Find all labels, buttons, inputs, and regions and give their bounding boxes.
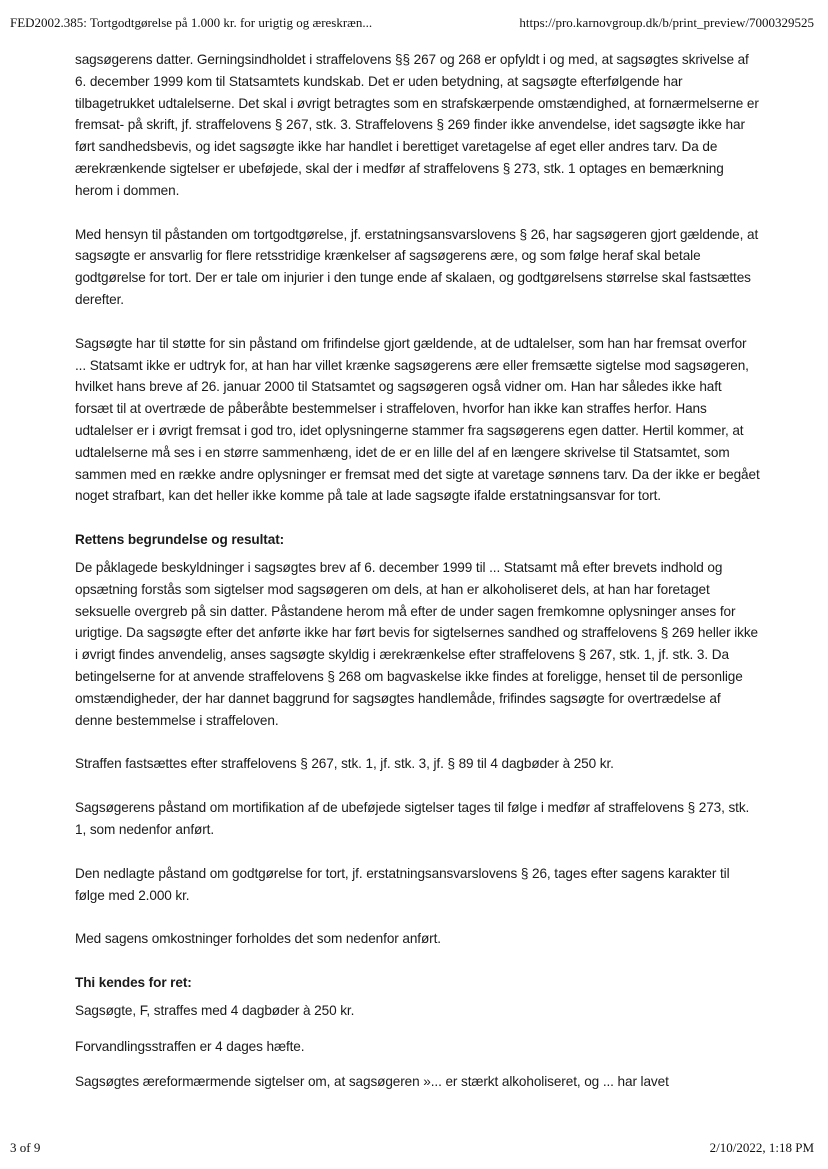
page-indicator: 3 of 9 <box>10 1140 41 1155</box>
document-title: FED2002.385: Tortgodtgørelse på 1.000 kr. for urigtig og æreskræn... <box>10 15 373 30</box>
paragraph: Straffen fastsættes efter straffelovens § 267, stk. 1, jf. stk. 3, jf. § 89 til 4 dagbøder à 250 kr. <box>75 756 614 772</box>
paragraph: Forvandlingsstraffen er 4 dages hæfte. <box>75 1038 305 1054</box>
print-footer <box>10 1140 814 1158</box>
paragraph: Sagsøgte, F, straffes med 4 dagbøder à 250 kr. <box>75 1002 355 1018</box>
section-heading: Rettens begrundelse og resultat: <box>75 532 285 548</box>
paragraph: Sagsøgerens påstand om mortifikation af de ubeføjede sigtelser tages til følge i medfør af straffelovens § 273, stk. 1, som nedenfor anført. <box>75 800 750 837</box>
print-header <box>10 15 814 33</box>
paragraph: Med hensyn til påstanden om tortgodtgørelse, jf. erstatningsansvarslovens § 26, har sagsøgeren gjort gældende, at sagsøgte er ansvarlig for flere retsstridige krænkelser af sagsøgerens ære, og som følge heraf skal betale godtgørelse for tort. Der er tale om injurier i den tunge ende af skalaen, og godtgørelsens størrelse skal fastsættes derefter. <box>75 226 759 307</box>
document-body <box>75 49 760 1115</box>
section-heading: Thi kendes for ret: <box>75 975 192 991</box>
paragraph: sagsøgerens datter. Gerningsindholdet i straffelovens §§ 267 og 268 er opfyldt i og med, at sagsøgtes skrivelse af 6. december 1999 kom til Statsamtets kundskab. Det er uden betydning, at sagsøgte efterfølgende har tilbagetrukket udtalelserne. Det skal i øvrigt betragtes som en strafskærpende omstændighed, at fornærmelserne er fremsat- på skrift, jf. straffelovens § 267, stk. 3. Straffelovens § 269 finder ikke anvendelse, idet sagsøgte ikke har ført sandhedsbevis, og idet sagsøgte ikke har handlet i berettiget varetagelse af eget eller andres tarv. Da de ærekrænkende sigtelser er ubeføjede, skal der i medfør af straffelovens § 273, stk. 1 optages en bemærkning herom i dommen. <box>75 52 759 198</box>
paragraph: Den nedlagte påstand om godtgørelse for tort, jf. erstatningsansvarslovens § 26, tages efter sagens karakter til følge med 2.000 kr. <box>75 865 730 903</box>
paragraph: Med sagens omkostninger forholdes det som nedenfor anført. <box>75 931 441 947</box>
page-url[interactable]: https://pro.karnovgroup.dk/b/print_preview/7000329525 <box>519 15 814 30</box>
print-timestamp: 2/10/2022, 1:18 PM <box>709 1140 814 1155</box>
paragraph: De påklagede beskyldninger i sagsøgtes brev af 6. december 1999 til ... Statsamt må efter brevets indhold og opsætning forstås som sigtelser mod sagsøgeren om dels, at han er alkoholiseret dels, at han har foretaget seksuelle overgreb på sin datter. Påstandene herom må efter de under sagen fremkomne oplysninger anses for urigtige. Da sagsøgte efter det anførte ikke har ført bevis for sigtelsernes sandhed og straffelovens § 269 heller ikke i øvrigt findes anvendelig, anses sagsøgte skyldig i ærekrænkelse efter straffelovens § 267, stk. 1, jf. stk. 3. Da betingelserne for at anvende straffelovens § 268 om bagvaskelse ikke findes at foreligge, henset til de personlige omstændigheder, der har dannet baggrund for sagsøgtes handlemåde, frifindes sagsøgte for overtrædelse af denne bestemmelse i straffeloven. <box>75 559 759 728</box>
paragraph: Sagsøgte har til støtte for sin påstand om frifindelse gjort gældende, at de udtalelser, som han har fremsat overfor ... Statsamt ikke er udtryk for, at han har villet krænke sagsøgerens ære eller fremsætte sigtelse mod sagsøgeren, hvilket hans breve af 26. januar 2000 til Statsamtet og sagsøgeren også vidner om. Han har således ikke haft forsæt til at overtræde de påberåbte bestemmelser i straffeloven, hvorfor han ikke kan straffes herfor. Hans udtalelser er i øvrigt fremsat i god tro, idet oplysningerne stammer fra sagsøgerens egen datter. Hertil kommer, at udtalelserne må ses i en større sammenhæng, idet de er en lille del af en længere skrivelse til Statsamtet, som sammen med en række andre oplysninger er fremsat med det sigte at varetage sønnens tarv. Da der ikke er begået noget strafbart, kan det heller ikke komme på tale at lade sagsøgte ifalde erstatningsansvar for tort. <box>75 335 760 504</box>
paragraph: Sagsøgtes æreformærmende sigtelser om, at sagsøgeren »... er stærkt alkoholiseret, og ... har lavet <box>75 1074 669 1090</box>
